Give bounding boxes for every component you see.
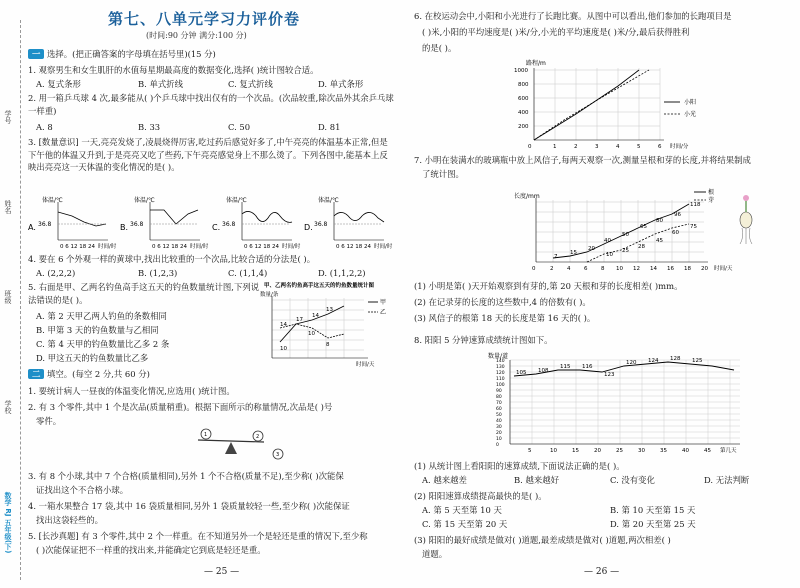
- svg-text:75: 75: [690, 224, 697, 230]
- chart-title: 甲、乙两名钓鱼高手这五天的钓鱼数量统计图: [264, 283, 375, 289]
- svg-text:25: 25: [616, 448, 623, 454]
- graph-value: 36.8: [314, 221, 328, 228]
- graph-xticks: 0 6 12 18 24: [336, 244, 371, 250]
- chart-xlabel: 时间/天: [714, 266, 733, 272]
- y-tick-label: 0: [496, 443, 499, 448]
- option: A. 越来越差: [422, 475, 467, 485]
- graph-d: [304, 196, 393, 250]
- y-tick-label: 110: [496, 377, 505, 382]
- fill-3-cont: 证找出这个不合格小球。: [36, 485, 129, 495]
- balance-scale-icon: [178, 424, 288, 468]
- svg-text:65: 65: [640, 224, 647, 230]
- graph-xlabel: 时间/时: [374, 244, 393, 250]
- y-tick-label: 60: [496, 407, 502, 412]
- svg-text:28: 28: [638, 244, 645, 250]
- data-label: 14: [280, 322, 287, 328]
- svg-text:1000: 1000: [514, 68, 528, 74]
- svg-text:116: 116: [582, 364, 593, 370]
- y-tick-label: 80: [496, 395, 502, 400]
- option: C. 复式折线: [228, 79, 273, 89]
- section-badge: 一: [28, 49, 44, 59]
- svg-text:12: 12: [633, 266, 640, 272]
- svg-text:128: 128: [670, 356, 681, 362]
- svg-text:60: 60: [672, 230, 679, 236]
- graph-letter: A.: [28, 223, 36, 232]
- svg-text:118: 118: [690, 202, 701, 208]
- question-8-2: (2) 阳阳速算成绩提高最快的是( )。: [414, 491, 547, 501]
- binding-sidebar: [0, 0, 18, 588]
- chart-xlabel: 时间/分: [670, 144, 689, 150]
- sidebar-label-id: 学号: [4, 110, 12, 124]
- svg-text:200: 200: [518, 124, 529, 130]
- question-8-1: (1) 从统计图上看阳阳的速算成绩,下面说法正确的是( )。: [414, 461, 625, 471]
- svg-text:120: 120: [626, 360, 637, 366]
- svg-text:15: 15: [570, 250, 577, 256]
- chart-ylabel: 路程/m: [526, 60, 546, 67]
- svg-text:6: 6: [658, 144, 662, 150]
- sidebar-label-book: 数学 RJ 五年级(下): [4, 492, 12, 554]
- option: B. 越来越好: [514, 475, 559, 485]
- cut-line: [20, 20, 21, 580]
- y-tick-label: 70: [496, 401, 502, 406]
- option: D. 第 20 天至第 25 天: [610, 519, 696, 529]
- race-chart: [504, 58, 724, 150]
- graph-value: 36.8: [222, 221, 236, 228]
- option: A. 8: [36, 122, 53, 132]
- option: D. 无法判断: [704, 475, 750, 485]
- data-label: 10: [280, 346, 287, 352]
- hyacinth-growth-chart: [514, 184, 774, 276]
- fill-5: 5. [长沙真题] 有 3 个零件,其中 2 个一样重。在不知道另外一个是轻还是重的情况下,至少称: [28, 531, 368, 541]
- graph-c: [212, 196, 301, 250]
- sidebar-label-school: 学校: [4, 400, 12, 414]
- svg-text:20: 20: [701, 266, 708, 272]
- option: A. (2,2,2): [36, 268, 76, 278]
- chart-xlabel: 时间/天: [356, 362, 375, 368]
- svg-text:2: 2: [574, 144, 578, 150]
- graph-letter: D.: [304, 223, 313, 232]
- data-label: 14: [312, 313, 319, 319]
- svg-text:20: 20: [594, 448, 601, 454]
- svg-text:108: 108: [538, 368, 549, 374]
- svg-text:124: 124: [648, 358, 659, 364]
- legend-label: 乙: [380, 309, 387, 316]
- svg-text:1: 1: [553, 144, 557, 150]
- option: D. 81: [318, 122, 341, 132]
- option: C. 第 15 天至第 20 天: [422, 519, 508, 529]
- option: B. (1,2,3): [138, 268, 178, 278]
- svg-text:8: 8: [601, 266, 605, 272]
- svg-text:115: 115: [560, 364, 571, 370]
- svg-text:14: 14: [650, 266, 657, 272]
- page-number: — 25 —: [204, 567, 240, 577]
- option: B. 第 10 天至第 15 天: [610, 505, 696, 515]
- graph-a: [28, 196, 117, 250]
- graph-letter: B.: [120, 223, 129, 232]
- section-badge: 二: [28, 369, 44, 379]
- svg-text:45: 45: [656, 238, 663, 244]
- question-3: 3. [数量意识] 一天,亮亮发烧了,凌晨烧得厉害,吃过药后感觉好多了,中午亮亮的体温基本正常,但是下午他的体温又升到,于是亮亮又吃了些药,下午亮亮感觉身上不那么烫了。下列各图中,能基本上反映出亮亮这一天体温的变化情况的是( )。: [28, 137, 388, 173]
- y-tick-label: 130: [496, 365, 505, 370]
- svg-text:80: 80: [656, 218, 663, 224]
- chart-unit: 数量/条: [260, 292, 279, 298]
- graph-value: 36.8: [38, 221, 52, 228]
- page-subtitle: (时间:90 分钟 满分:100 分): [146, 31, 247, 40]
- chart-xlabel: 第几天: [720, 448, 737, 454]
- fill-2-cont: 零件。: [36, 416, 62, 426]
- svg-text:1: 1: [204, 432, 208, 438]
- graph-xlabel: 时间/时: [282, 244, 301, 250]
- graph-ylabel: 体温/℃: [134, 197, 155, 204]
- graph-ylabel: 体温/℃: [318, 197, 339, 204]
- svg-text:600: 600: [518, 96, 529, 102]
- svg-text:18: 18: [684, 266, 691, 272]
- graph-xlabel: 时间/时: [98, 244, 117, 250]
- option: C. 50: [228, 122, 251, 132]
- question-8-3-cont: 道题。: [422, 549, 448, 559]
- y-tick-label: 20: [496, 431, 502, 436]
- svg-text:5: 5: [528, 448, 532, 454]
- y-tick-label: 90: [496, 389, 502, 394]
- option: B. 甲第 3 天的钓鱼数量与乙相同: [36, 325, 159, 335]
- data-label: 17: [296, 317, 303, 323]
- option: D. 甲这五天的钓鱼数量比乙多: [36, 353, 149, 363]
- svg-text:2: 2: [550, 266, 554, 272]
- option: B. 33: [138, 122, 161, 132]
- option: D. (1,1,2,2): [318, 268, 366, 278]
- legend-label: 根: [708, 189, 715, 196]
- fill-4: 4. 一箱水果整合 17 袋,其中 16 袋质量相同,另外 1 袋质量较轻一些,至少称( )次能保证: [28, 501, 350, 511]
- svg-text:10: 10: [606, 252, 613, 258]
- svg-text:3: 3: [276, 452, 280, 458]
- svg-text:96: 96: [674, 212, 681, 218]
- y-tick-label: 100: [496, 383, 505, 388]
- svg-text:105: 105: [516, 370, 527, 376]
- svg-text:2: 2: [256, 434, 260, 440]
- svg-text:10: 10: [616, 266, 623, 272]
- question-2: 2. 用一箱乒乓球 4 次,最多能从( )个乒乓球中找出仅有的一个次品。(次品较重,除次品外其余乒乓球一样重): [28, 93, 394, 116]
- data-label: 8: [326, 342, 330, 348]
- question-7-1: (1) 小明是第( )天开始观察到有芽的,第 20 天根和芽的长度相差( )mm。: [414, 281, 683, 291]
- svg-text:40: 40: [604, 238, 611, 244]
- section-1-heading: [28, 48, 216, 61]
- svg-text:6: 6: [584, 266, 588, 272]
- option: B. 单式折线: [138, 79, 183, 89]
- y-tick-label: 40: [496, 419, 502, 424]
- data-label: 13: [326, 307, 333, 313]
- question-7: 7. 小明在装满水的玻璃瓶中放上风信子,每两天观察一次,测量呈根和芽的长度,并将结果制成: [414, 155, 751, 165]
- question-5: 5. 右面是甲、乙两名钓鱼高手这五天的钓鱼数量统计图,下列说法错误的是( )。: [28, 282, 260, 305]
- question-6: 6. 在校运动会中,小阳和小光进行了长跑比赛。从图中可以看出,他们参加的长跑项目是: [414, 11, 732, 21]
- y-tick-label: 140: [496, 359, 505, 364]
- svg-text:45: 45: [704, 448, 711, 454]
- question-6-cont2: 的是( )。: [422, 43, 457, 53]
- sidebar-label-name: 姓名: [4, 200, 12, 214]
- graph-xlabel: 时间/时: [190, 244, 209, 250]
- graph-xticks: 0 6 12 18 24: [152, 244, 187, 250]
- option: A. 复式条形: [36, 79, 81, 89]
- section-title: 填空。(每空 2 分,共 60 分): [47, 369, 150, 379]
- speed-math-chart: [454, 350, 784, 458]
- svg-text:0: 0: [532, 266, 536, 272]
- legend-label: 小阳: [684, 99, 697, 106]
- y-tick-label: 10: [496, 437, 502, 442]
- question-4: 4. 要在 6 个外观一样的黄球中,找出比较重的一个次品,比较合适的分法是( )。: [28, 254, 316, 264]
- svg-text:3: 3: [595, 144, 599, 150]
- svg-text:0: 0: [528, 144, 532, 150]
- svg-text:800: 800: [518, 82, 529, 88]
- svg-text:5: 5: [637, 144, 641, 150]
- graph-ylabel: 体温/℃: [42, 197, 63, 204]
- svg-text:4: 4: [567, 266, 571, 272]
- question-7-3: (3) 风信子的根第 18 天的长度是第 16 天的( )。: [414, 313, 596, 323]
- page-title: 第七、八单元学习力评价卷: [108, 10, 301, 28]
- question-8-3: (3) 阳阳的最好成绩是做对( )道题,最差成绩是做对( )道题,两次相差( ): [414, 535, 671, 545]
- fill-3: 3. 有 8 个小球,其中 7 个合格(质量相同),另外 1 个不合格(质量不足),至少称( )次能保: [28, 471, 344, 481]
- fill-1: 1. 要统计病人一昼夜的体温变化情况,应选用( )统计图。: [28, 386, 235, 396]
- temperature-graphs: [28, 194, 398, 250]
- svg-text:10: 10: [550, 448, 557, 454]
- chart-ylabel: 长度/mm: [514, 193, 540, 200]
- svg-text:7: 7: [554, 254, 558, 260]
- option: D. 单式条形: [318, 79, 364, 89]
- svg-text:16: 16: [667, 266, 674, 272]
- question-7-cont: 了统计图。: [422, 169, 464, 179]
- graph-xticks: 0 6 12 18 24: [244, 244, 279, 250]
- graph-value: 36.8: [130, 221, 144, 228]
- svg-text:15: 15: [572, 448, 579, 454]
- svg-text:20: 20: [588, 246, 595, 252]
- svg-text:40: 40: [682, 448, 689, 454]
- option: A. 第 2 天甲乙两人钓鱼的条数相同: [36, 311, 167, 321]
- graph-b: [120, 196, 209, 250]
- legend-label: 小光: [684, 111, 697, 118]
- y-tick-label: 120: [496, 371, 505, 376]
- fishing-chart: [260, 280, 400, 368]
- y-tick-label: 30: [496, 425, 502, 430]
- fill-5-cont: ( )次能保证把不一样重的找出来,并能确定它到底是轻还是重。: [36, 545, 266, 555]
- legend-label: 芽: [708, 197, 715, 204]
- section-2-heading: [28, 368, 150, 381]
- fill-2: 2. 有 3 个零件,其中 1 个是次品(质量稍重)。根据下面所示的称量情况,次品是( )号: [28, 402, 333, 412]
- svg-text:400: 400: [518, 110, 529, 116]
- chart-ylabel: 数量/道: [488, 353, 509, 360]
- page-number: — 26 —: [584, 567, 620, 577]
- option: C. 没有变化: [610, 475, 655, 485]
- fill-4-cont: 找出这袋轻些的。: [36, 515, 103, 525]
- option: A. 第 5 天至第 10 天: [422, 505, 502, 515]
- section-title: 选择。(把正确答案的字母填在括号里)(15 分): [47, 49, 216, 59]
- graph-xticks: 0 6 12 18 24: [60, 244, 95, 250]
- question-6-cont: ( )米,小阳的平均速度是( )米/分,小光的平均速度是( )米/分,最后获得胜利: [422, 27, 690, 37]
- svg-text:35: 35: [660, 448, 667, 454]
- hyacinth-icon: [740, 195, 752, 244]
- question-7-2: (2) 在记录芽的长度的这些数中,4 的倍数有( )。: [414, 297, 591, 307]
- sidebar-label-class: 班级: [4, 290, 12, 304]
- option: C. 第 4 天甲的钓鱼数量比乙多 2 条: [36, 339, 170, 349]
- question-8: 8. 阳阳 5 分钟速算成绩统计图如下。: [414, 335, 553, 345]
- svg-text:4: 4: [616, 144, 620, 150]
- svg-text:123: 123: [604, 372, 615, 378]
- option: C. (1,1,4): [228, 268, 268, 278]
- y-tick-label: 50: [496, 413, 502, 418]
- question-1: 1. 观察男生和女生肌肝的水值每星期最高度的数据变化,选择( )统计图较合适。: [28, 65, 319, 75]
- graph-letter: C.: [212, 223, 221, 232]
- svg-text:50: 50: [622, 232, 629, 238]
- graph-ylabel: 体温/℃: [226, 197, 247, 204]
- legend-label: 甲: [380, 299, 387, 306]
- svg-text:30: 30: [638, 448, 645, 454]
- svg-text:125: 125: [692, 358, 703, 364]
- data-label: 10: [308, 331, 315, 337]
- svg-text:25: 25: [622, 248, 629, 254]
